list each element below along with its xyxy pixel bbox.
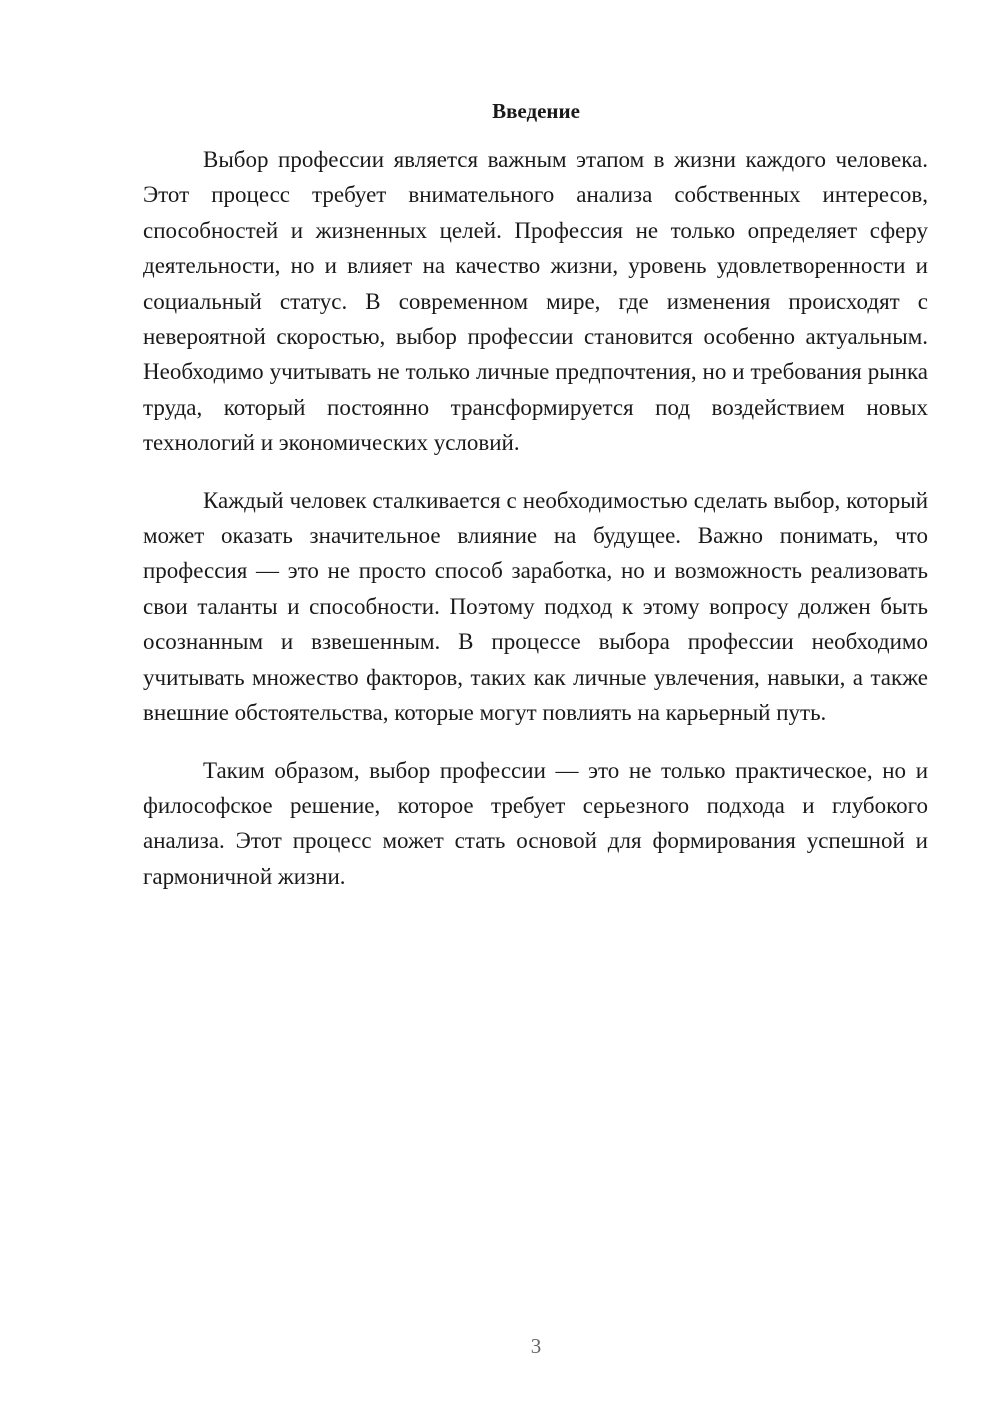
paragraph-1: Выбор профессии является важным этапом в жизни каждого человека. Этот процесс требует внимательного анализа собственных интересов, способностей и жизненных целей. Профессия не только определяет сферу деятельности, но и влияет на качество жизни, уровень удовлетворенности и социальный статус. В современном мире, где изменения происходят с невероятной скоростью, выбор профессии становится особенно актуальным. Необходимо учитывать не только личные предпочтения, но и требования рынка труда, который постоянно трансформируется под воздействием новых технологий и экономических условий. (143, 147, 928, 456)
page-number: 3 (530, 1334, 542, 1358)
paragraph-3: Таким образом, выбор профессии — это не только практическое, но и философское решение, которое требует серьезного подхода и глубокого анализа. Этот процесс может стать основой для формирования успешной и гармоничной жизни. (143, 757, 928, 889)
section-heading: Введение (492, 99, 580, 123)
paragraph-2: Каждый человек сталкивается с необходимостью сделать выбор, который может оказать значительное влияние на будущее. Важно понимать, что профессия — это не просто способ заработка, но и возможность реализовать свои таланты и способности. Поэтому подход к этому вопросу должен быть осознанным и взвешенным. В процессе выбора профессии необходимо учитывать множество факторов, таких как личные увлечения, навыки, а также внешние обстоятельства, которые могут повлиять на карьерный путь. (143, 487, 928, 726)
body-text (143, 142, 928, 916)
